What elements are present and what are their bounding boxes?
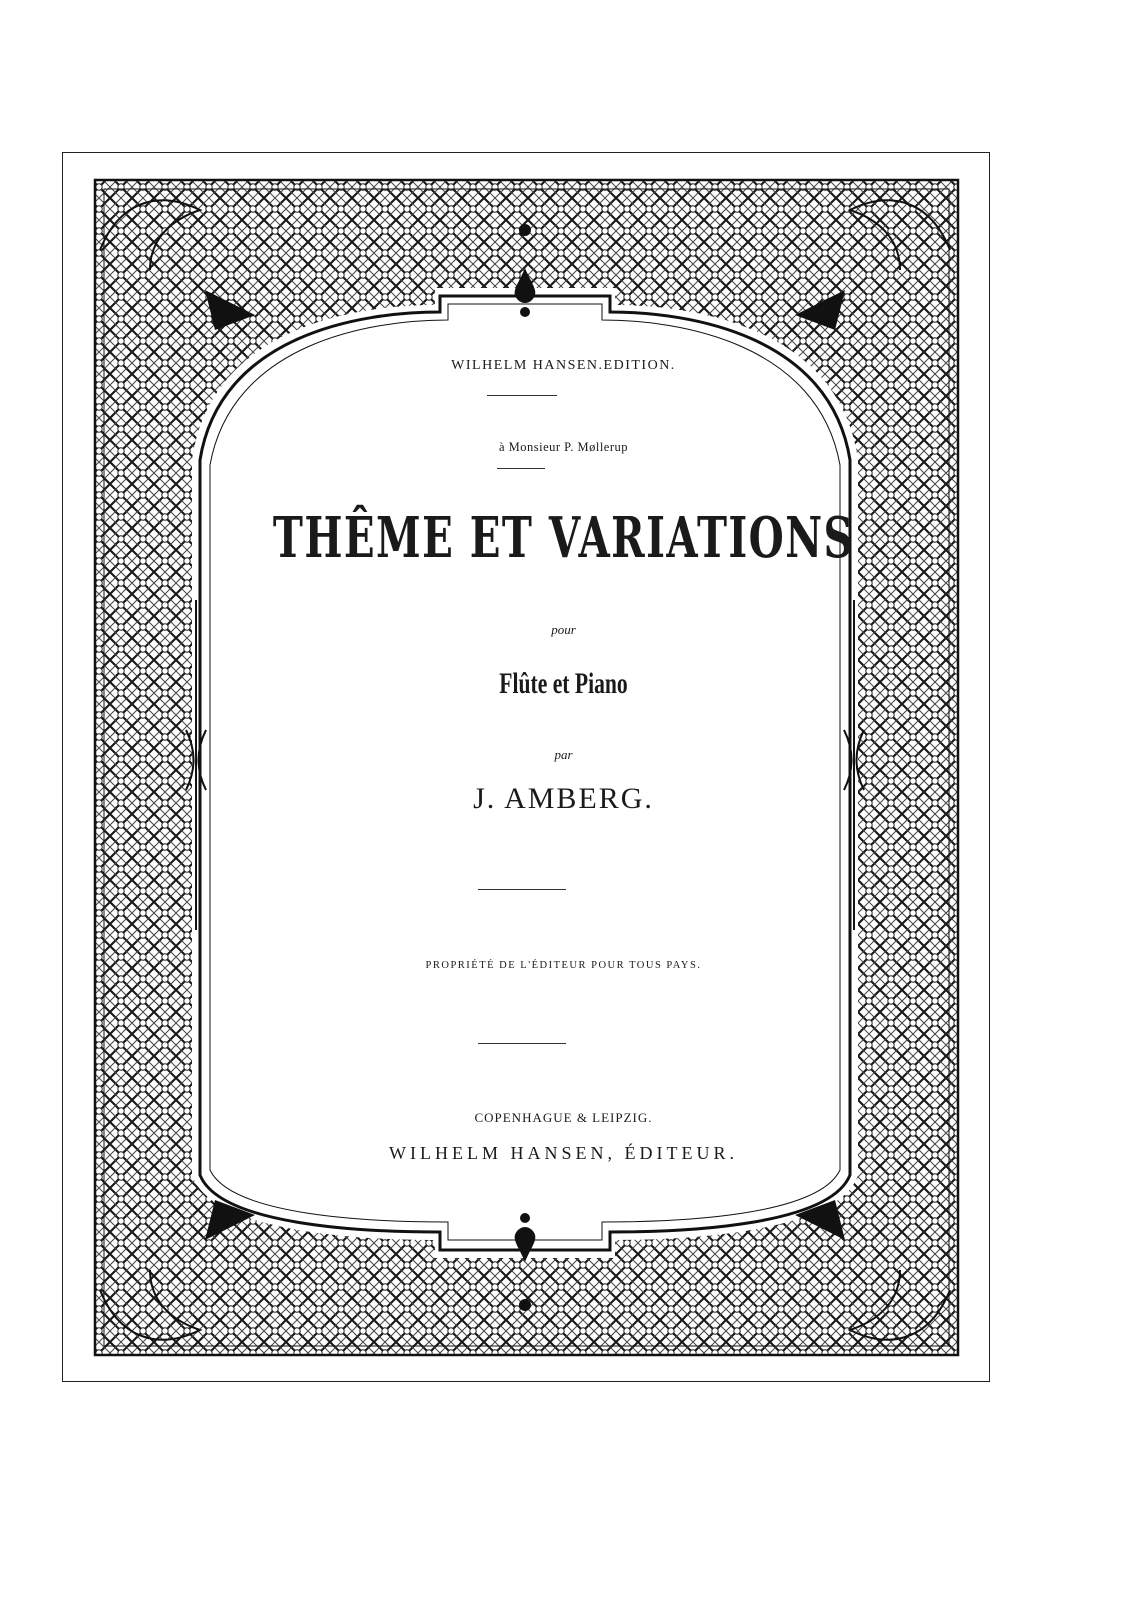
publisher-name: WILHELM HANSEN, ÉDITEUR. <box>389 1143 738 1163</box>
divider <box>487 395 557 396</box>
pour-word: pour <box>551 622 576 637</box>
publisher-city: COPENHAGUE & LEIPZIG. <box>474 1110 653 1125</box>
work-title: THÊME ET VARIATIONS <box>272 505 855 571</box>
instrumentation: Flûte et Piano <box>499 667 628 700</box>
dedication: à Monsieur P. Møllerup <box>498 440 629 454</box>
par-word: par <box>554 747 573 762</box>
rights-notice: PROPRIÉTÉ DE L'ÉDITEUR POUR TOUS PAYS. <box>425 960 702 971</box>
edition-header: WILHELM HANSEN.EDITION. <box>451 358 676 373</box>
composer-name: J. AMBERG. <box>473 782 654 815</box>
divider <box>478 889 566 890</box>
divider <box>478 1043 566 1044</box>
divider <box>497 468 545 469</box>
